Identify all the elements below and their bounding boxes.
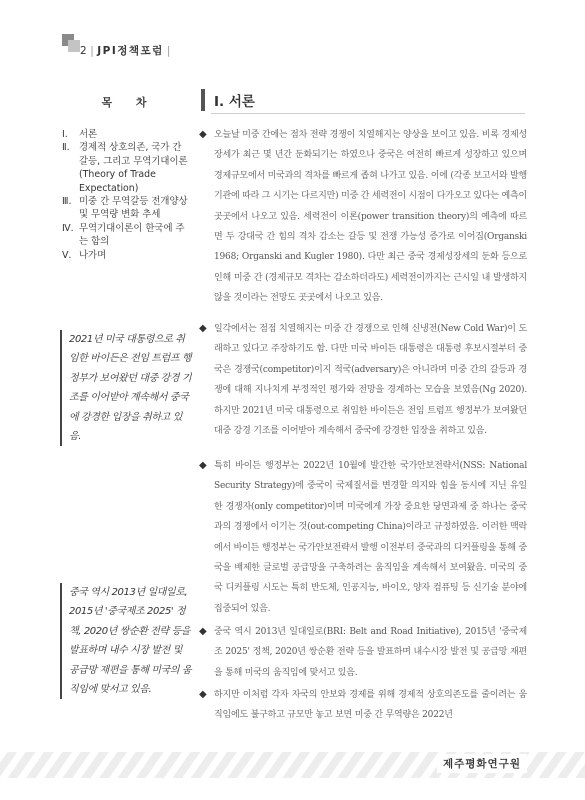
body-paragraph (199, 319, 527, 441)
paragraph-text: 중국 역시 2013년 일대일로(BRI: Belt and Road Initiative), 2015년 '중국제조 2025' 정책, 2020년 쌍순환 전략 등을 발표하며 내수시장 발전 및 공급망 재편을 통해 미국의 움직임에 맞서고 있음. (214, 627, 527, 678)
paragraph-text: 오늘날 미중 간에는 점차 전략 경쟁이 치열해지는 양상을 보이고 있음. 비록 경제성장세가 최근 몇 년간 둔화되기는 하였으나 중국은 여전히 빠르게 성장하고 있으며 경제규모에서 미국과의 격차를 빠르게 좁혀 나가고 있음. 이에 (각종 보고서와 발행기관에 따라 그 시기는 다르지만) 미중 간 세력전이 시점이 다가오고 있다는 예측이 곳곳에서 나오고 있음. 세력전이 이론(power transition theory)의 예측에 따르면 두 강대국 간 힘의 격차 감소는 갈등 및 전쟁 가능성 증가로 이어짐(Organski 1968; Organski and Kugler 1980). 다만 최근 중국 경제성장세의 둔화 등으로 인해 미중 간 (경제규모 격차는 감소하더라도) 세력전이까지는 근시일 내 발생하지 않을 것이라는 전망도 곳곳에서 나오고 있음. (214, 130, 527, 304)
toc-item-label: 나가며 (79, 249, 107, 261)
toc-item-label: 서론 (79, 129, 98, 140)
side-note: 중국 역시 2013년 일대일로, 2015년 '중국제조 2025' 정책, 2020년 쌍순환 전략 등을 발표하며 내수 시장 발전 및 공급망 재편을 통해 미국의 움직임에 맞서고 있음. (60, 583, 192, 699)
table-of-contents (62, 94, 192, 262)
diamond-bullet-icon: ◆ (199, 323, 207, 334)
toc-item[interactable] (62, 222, 192, 249)
toc-item[interactable] (62, 249, 192, 262)
toc-title: 목 차 (101, 96, 157, 109)
toc-item[interactable] (62, 195, 192, 222)
body-paragraph (199, 622, 527, 683)
section-divider (211, 113, 525, 114)
body-paragraph (199, 125, 527, 309)
toc-item-number: Ⅱ. (62, 142, 70, 154)
footer-institute-name: 제주평화연구원 (437, 754, 527, 773)
diamond-bullet-icon: ◆ (199, 460, 207, 471)
toc-item-label: 무역기대이론이 한국에 주는 함의 (79, 222, 185, 248)
toc-item-number: Ⅰ. (62, 129, 68, 140)
toc-item-number: Ⅳ. (62, 222, 74, 234)
page-header: 2 | JPI정책포럼 | (80, 45, 171, 57)
toc-item-label: 경제적 상호의존, 국가 간 갈등, 그리고 무역기대이론 (Theory of Trade Expectation) (79, 142, 188, 194)
header-brand: JPI정책포럼 (97, 45, 164, 57)
toc-item-label: 미중 간 무역갈등 전개양상 및 무역량 변화 추세 (79, 196, 188, 221)
diamond-bullet-icon: ◆ (199, 129, 207, 140)
toc-item[interactable] (62, 141, 192, 195)
section-title: Ⅰ. 서론 (214, 94, 255, 110)
paragraph-text: 일각에서는 점점 치열해지는 미중 간 경쟁으로 인해 신냉전(New Cold War)이 도래하고 있다고 주장하기도 함. 다만 미국 바이든 대통령은 대통령 후보시절부터 중국은 경쟁국(competitor)이지 적국(adversary)은 아니라며 미중 간의 갈등과 경쟁에 대해 지나치게 부정적인 평가와 전망을 경계하는 모습을 보였음(Ng 2020). 하지만 2021년 미국 대통령으로 취임한 바이든은 전임 트럼프 행정부가 보여왔던 대중 강경 기조를 이어받아 계속해서 중국에 강경한 입장을 취하고 있음. (214, 324, 527, 437)
diamond-bullet-icon: ◆ (199, 626, 207, 637)
side-note: 2021년 미국 대통령으로 취임한 바이든은 전임 트럼프 행정부가 보여왔던 대중 강경 기조를 이어받아 계속해서 중국에 강경한 입장을 취하고 있음. (60, 330, 192, 446)
page-number: 2 (80, 45, 88, 57)
toc-item[interactable] (62, 128, 192, 141)
header-logo-squares (62, 34, 82, 54)
toc-item-number: Ⅴ. (62, 249, 72, 261)
body-paragraph (199, 685, 527, 726)
paragraph-text: 하지만 이처럼 각자 자국의 안보와 경제를 위해 경제적 상호의존도를 줄이려는 움직임에도 불구하고 규모만 놓고 보면 미중 간 무역량은 2022년 (214, 690, 527, 721)
section-heading-bar (201, 89, 205, 111)
body-paragraph (199, 456, 527, 619)
toc-item-number: Ⅲ. (62, 196, 72, 208)
diamond-bullet-icon: ◆ (199, 689, 207, 700)
section-heading (201, 88, 255, 112)
paragraph-text: 특히 바이든 행정부는 2022년 10월에 발간한 국가안보전략서(NSS: National Security Strategy)에 중국이 국제질서를 변경할 의지와 힘을 동시에 지닌 유일한 경쟁자(only competitor)이며 미국에게 가장 중요한 당면과제 중 하나는 중국과의 경쟁에서 이기는 것(out-competing China)이라고 규정하였음. 이러한 맥락에서 바이든 행정부는 국가안보전략서 발행 이전부터 중국과의 디커플링을 통해 중국을 배제한 글로벌 공급망을 구축하려는 움직임을 계속해서 보여왔음. 미국의 중국 디커플링 시도는 특히 반도체, 인공지능, 바이오, 양자 컴퓨팅 등 신기술 분야에 집중되어 있음. (214, 461, 527, 614)
